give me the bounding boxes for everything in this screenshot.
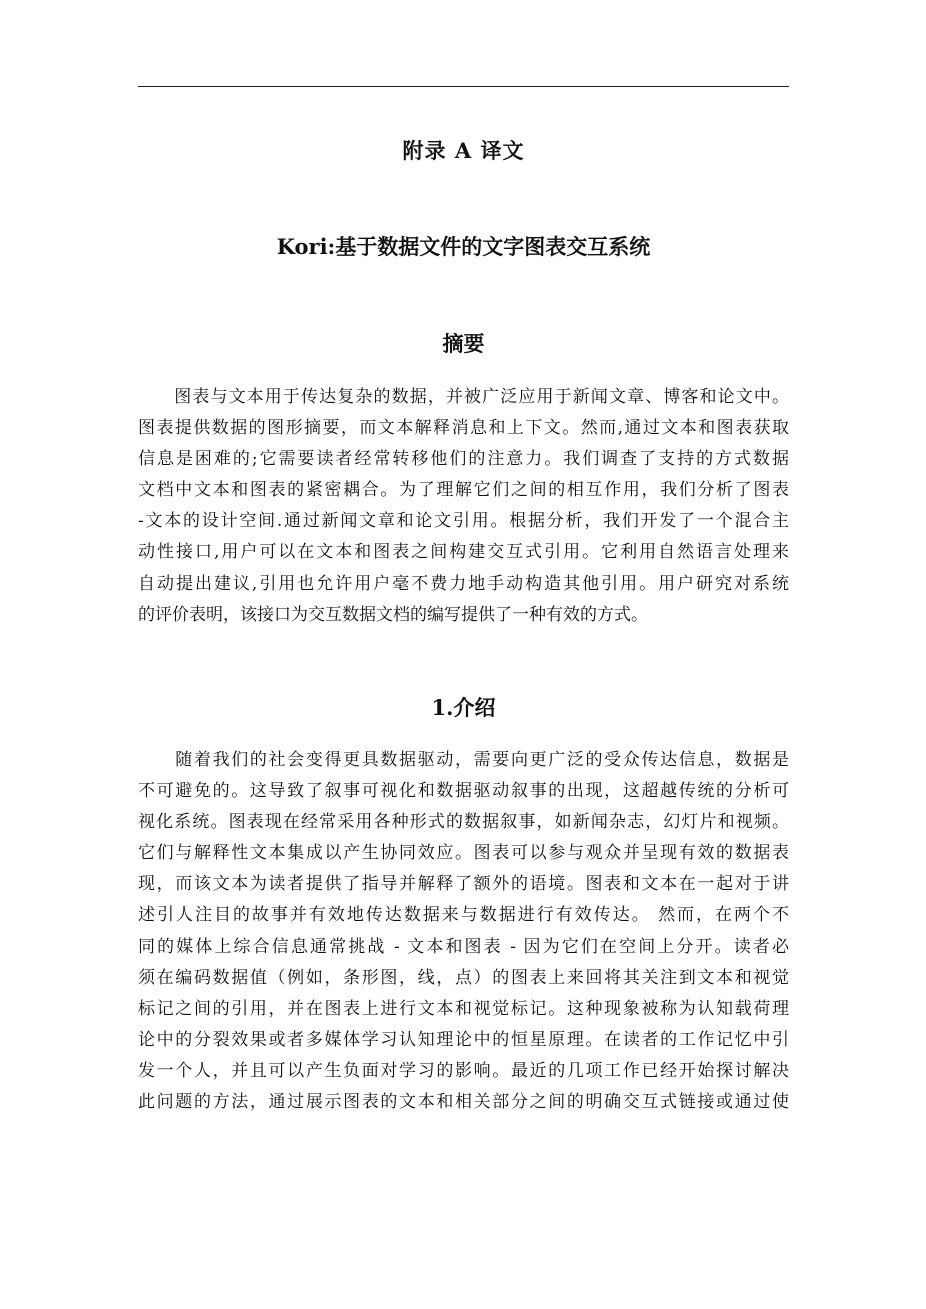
introduction-line: 发一个人，并且可以产生负面对学习的影响。最近的几项工作已经开始探讨解决 xyxy=(138,1060,789,1081)
introduction-line: 随着我们的社会变得更具数据驱动，需要向更广泛的受众传达信息，数据是 xyxy=(138,750,789,770)
introduction-line: 论中的分裂效果或者多媒体学习认知理论中的恒星原理。在读者的工作记忆中引 xyxy=(138,1029,789,1050)
abstract-paragraph xyxy=(138,382,789,631)
introduction-line: 同的媒体上综合信息通常挑战 - 文本和图表 - 因为它们在空间上分开。读者必 xyxy=(138,936,789,957)
abstract-line: 动性接口,用户可以在文本和图表之间构建交互式引用。它利用自然语言处理来 xyxy=(138,542,789,563)
abstract-heading: 摘要 xyxy=(442,331,485,356)
introduction-line: 须在编码数据值（例如，条形图，线，点）的图表上来回将其关注到文本和视觉 xyxy=(138,967,789,988)
abstract-line: 自动提出建议,引用也允许用户毫不费力地手动构造其他引用。用户研究对系统 xyxy=(138,573,789,594)
abstract-line: 文档中文本和图表的紧密耦合。为了理解它们之间的相互作用，我们分析了图表 xyxy=(138,480,789,501)
introduction-heading: 1.介绍 xyxy=(431,695,496,720)
introduction-line: 现，而该文本为读者提供了指导并解释了额外的语境。图表和文本在一起对于讲 xyxy=(138,874,789,895)
introduction-line: 标记之间的引用，并在图表上进行文本和视觉标记。这种现象被称为认知载荷理 xyxy=(138,998,789,1019)
introduction-line: 视化系统。图表现在经常采用各种形式的数据叙事，如新闻杂志，幻灯片和视频。 xyxy=(138,812,789,833)
introduction-line: 它们与解释性文本集成以产生协同效应。图表可以参与观众并呈现有效的数据表 xyxy=(138,843,789,864)
abstract-line: -文本的设计空间.通过新闻文章和论文引用。根据分析，我们开发了一个混合主 xyxy=(138,511,789,532)
introduction-line: 此问题的方法，通过展示图表的文本和相关部分之间的明确交互式链接或通过使 xyxy=(138,1092,789,1113)
paper-title: Kori:基于数据文件的文字图表交互系统 xyxy=(276,234,651,259)
abstract-line: 的评价表明，该接口为交互数据文档的编写提供了一种有效的方式。 xyxy=(138,604,648,625)
appendix-title: 附录 A 译文 xyxy=(402,138,525,163)
abstract-line: 图表与文本用于传达复杂的数据，并被广泛应用于新闻文章、博客和论文中。 xyxy=(138,387,789,407)
abstract-line: 图表提供数据的图形摘要，而文本解释消息和上下文。然而,通过文本和图表获取 xyxy=(138,418,789,439)
abstract-line: 信息是困难的;它需要读者经常转移他们的注意力。我们调查了支持的方式数据 xyxy=(138,449,789,470)
header-rule xyxy=(138,86,789,87)
introduction-line: 述引人注目的故事并有效地传达数据来与数据进行有效传达。 然而，在两个不 xyxy=(138,905,789,926)
introduction-line: 不可避免的。这导致了叙事可视化和数据驱动叙事的出现，这超越传统的分析可 xyxy=(138,781,789,802)
introduction-paragraph xyxy=(138,745,789,1118)
